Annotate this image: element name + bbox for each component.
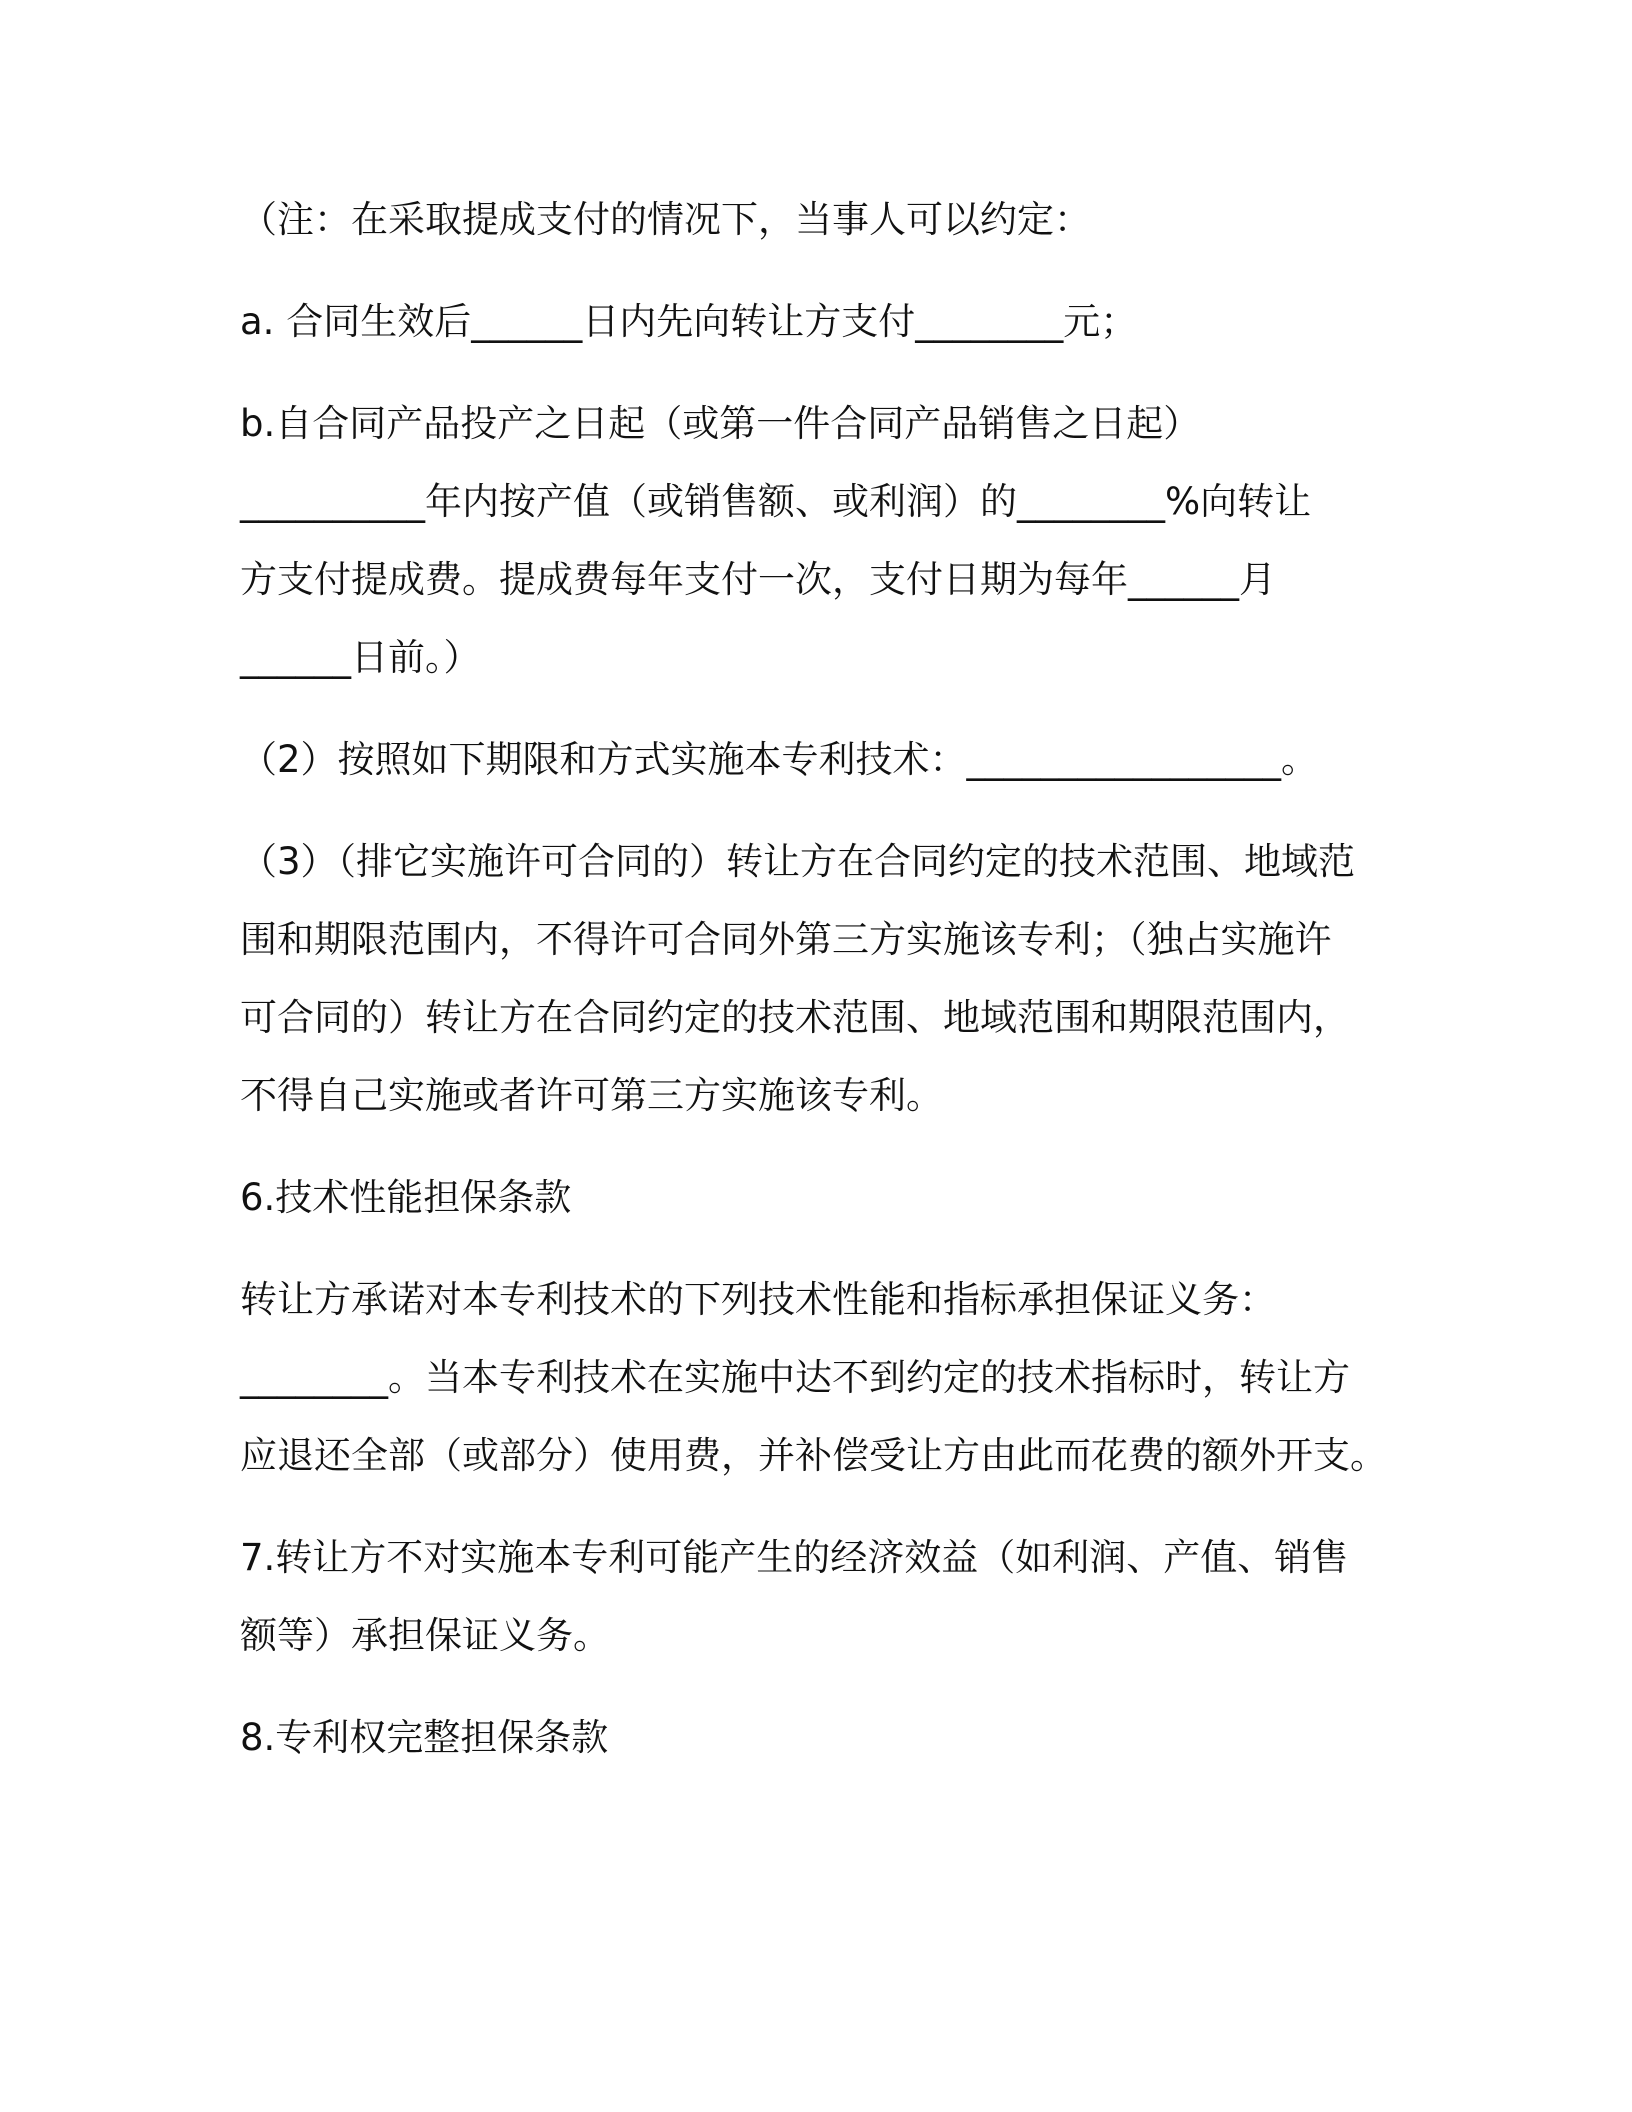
clause-a-line: a. 合同生效后______日内先向转让方支付________元； bbox=[240, 300, 1138, 343]
item-3-line-1: （3）（排它实施许可合同的）转让方在合同约定的技术范围、地域范 bbox=[240, 840, 1356, 883]
section-6-heading: 6.技术性能担保条款 bbox=[240, 1176, 572, 1219]
section-6-line-2: ________。当本专利技术在实施中达不到约定的技术指标时，转让方 bbox=[240, 1356, 1350, 1399]
item-3-line-3: 可合同的）转让方在合同约定的技术范围、地域范围和期限范围内， bbox=[240, 996, 1350, 1039]
clause-b-line-3: 方支付提成费。提成费每年支付一次，支付日期为每年______月 bbox=[240, 558, 1276, 601]
clause-b-line-2: __________年内按产值（或销售额、或利润）的________%向转让 bbox=[240, 480, 1312, 523]
item-2-line: （2）按照如下期限和方式实施本专利技术：_________________。 bbox=[240, 738, 1319, 781]
clause-b-line-1: b.自合同产品投产之日起（或第一件合同产品销售之日起） bbox=[240, 402, 1201, 445]
section-7-line-1: 7.转让方不对实施本专利可能产生的经济效益（如利润、产值、销售 bbox=[240, 1536, 1349, 1579]
section-7-line-2: 额等）承担保证义务。 bbox=[240, 1614, 610, 1657]
item-3-line-4: 不得自己实施或者许可第三方实施该专利。 bbox=[240, 1074, 943, 1117]
section-6-line-1: 转让方承诺对本专利技术的下列技术性能和指标承担保证义务： bbox=[240, 1278, 1276, 1321]
section-8-heading: 8.专利权完整担保条款 bbox=[240, 1716, 609, 1759]
clause-b-line-4: ______日前。） bbox=[240, 636, 481, 679]
item-3-line-2: 围和期限范围内，不得许可合同外第三方实施该专利；（独占实施许 bbox=[240, 918, 1332, 961]
note-intro-line: （注：在采取提成支付的情况下，当事人可以约定： bbox=[240, 198, 1091, 241]
section-6-line-3: 应退还全部（或部分）使用费，并补偿受让方由此而花费的额外开支。 bbox=[240, 1434, 1387, 1477]
